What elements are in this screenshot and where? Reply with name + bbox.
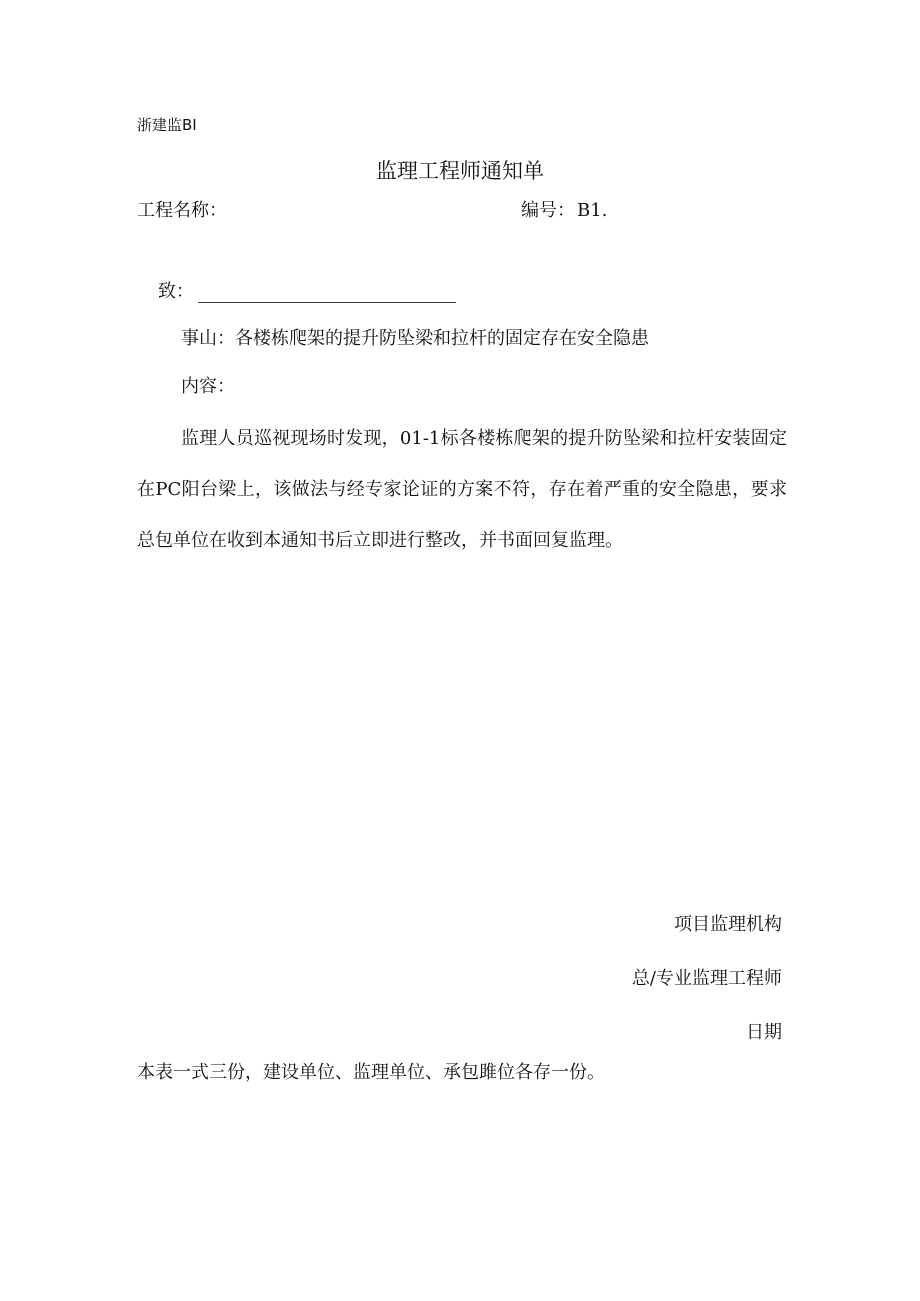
document-number-label: 编号： [521,200,575,221]
recipient-blank-line [198,283,456,303]
document-title: 监理工程师通知单 [376,159,544,183]
document-number [521,196,607,222]
project-name-label: 工程名称： [137,200,227,221]
recipient-label: 致： [158,281,194,302]
content-label: 内容： [181,376,235,397]
signature-organization: 项目监理机构 [674,914,782,935]
footer-note: 本表一式三份，建设单位、监理单位、承包雎位各存一份。 [137,1062,605,1083]
form-code: 浙建监BI [137,116,197,134]
document-number-value: B1. [577,200,608,221]
subject-line: 事山：各楼栋爬架的提升防坠梁和拉杆的固定存在安全隐患 [181,328,649,349]
content-body: 监理人员巡视现场时发现，01-1标各楼栋爬架的提升防坠梁和拉杆安装固定在PC阳台梁上，该做法与经专家论证的方案不符，存在着严重的安全隐患，要求总包单位在收到本通知书后立即进行整改，并书面回复监理。 [137,428,787,551]
recipient-row [158,277,456,303]
signature-date: 日期 [746,1022,782,1043]
signature-engineer: 总/专业监理工程师 [631,968,782,989]
